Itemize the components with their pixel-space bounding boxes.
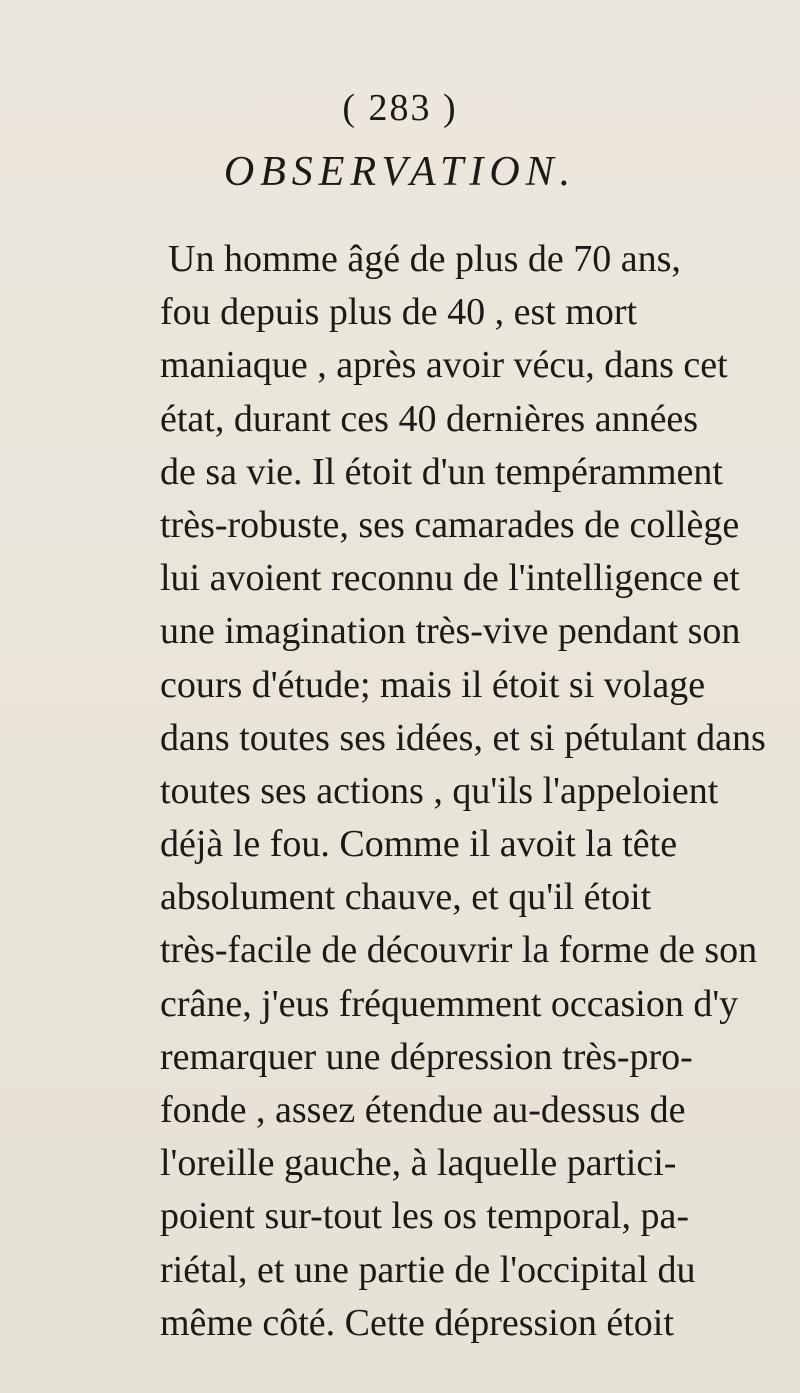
text-line: fonde , assez étendue au-dessus de <box>160 1089 686 1131</box>
text-line: remarquer une dépression très-pro- <box>160 1035 693 1078</box>
text-line: poient sur-tout les os temporal, pa- <box>160 1195 690 1238</box>
text-line: fou depuis plus de 40 , est mort <box>160 291 638 334</box>
text-line: de sa vie. Il étoit d'un tempéramment <box>160 450 723 493</box>
text-line: lui avoient reconnu de l'intelligence et <box>160 557 740 600</box>
text-line: maniaque , après avoir vécu, dans cet <box>160 344 728 387</box>
section-heading: OBSERVATION. <box>223 149 577 195</box>
text-line: crâne, j'eus fréquemment occasion d'y <box>160 982 739 1025</box>
text-line: l'oreille gauche, à laquelle partici- <box>160 1142 677 1185</box>
text-line: absolument chauve, et qu'il étoit <box>160 876 652 919</box>
text-line: état, durant ces 40 dernières années <box>160 397 699 440</box>
text-line: très-robuste, ses camarades de collège <box>160 503 740 546</box>
page-number: ( 283 ) <box>342 87 458 129</box>
text-line: une imagination très-vive pendant son <box>160 610 741 653</box>
text-line: riétal, et une partie de l'occipital du <box>160 1248 696 1291</box>
text-line: Un homme âgé de plus de 70 ans, <box>168 238 681 280</box>
text-line: dans toutes ses idées, et si pétulant dans <box>160 716 766 759</box>
text-line: très-facile de découvrir la forme de son <box>160 929 758 972</box>
text-line: même côté. Cette dépression étoit <box>160 1301 674 1344</box>
text-line: déjà le fou. Comme il avoit la tête <box>160 823 678 866</box>
text-line: toutes ses actions , qu'ils l'appeloient <box>160 769 719 812</box>
text-line: cours d'étude; mais il étoit si volage <box>160 663 706 706</box>
body-text <box>160 233 800 1350</box>
